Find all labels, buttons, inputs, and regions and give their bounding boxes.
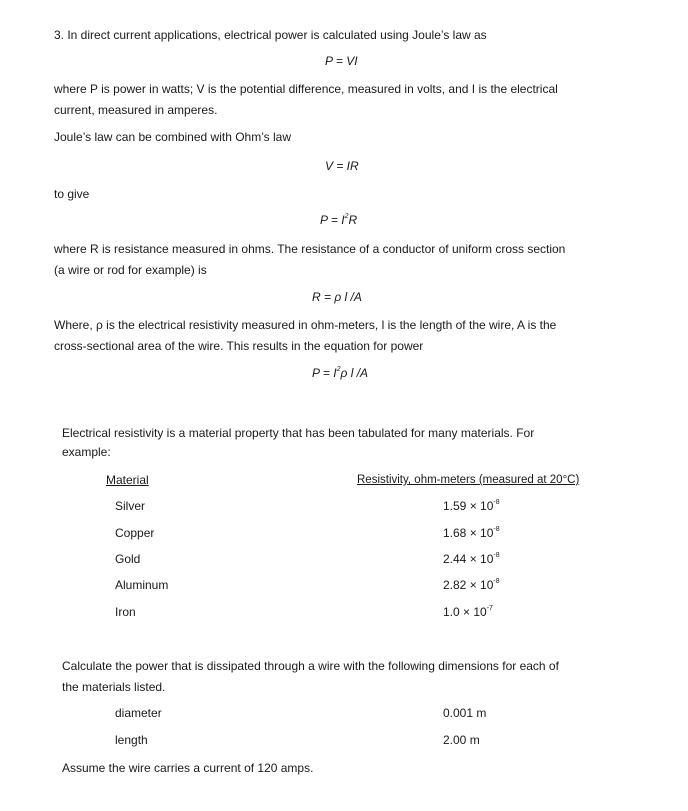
problem-intro: 3. In direct current applications, electrical power is calculated using Joule’s law as bbox=[54, 28, 487, 42]
definition-line: current, measured in amperes. bbox=[54, 103, 218, 117]
resistivity-value: $2.44 \times 10^{-8}$ bbox=[443, 552, 500, 566]
dimension-label: length bbox=[115, 733, 148, 747]
dimension-label: diameter bbox=[115, 706, 162, 720]
table-row bbox=[0, 499, 688, 517]
to-give-text: to give bbox=[54, 187, 90, 201]
definition-line: Where, ρ is the electrical resistivity measured in ohm-meters, l is the length of the wire, A is the bbox=[54, 318, 557, 332]
resistivity-intro-line: Electrical resistivity is a material property that has been tabulated for many materials. For bbox=[62, 426, 535, 440]
definition-line: where P is power in watts; V is the potential difference, measured in volts, and I is the electrical bbox=[54, 82, 558, 96]
table-row bbox=[0, 552, 688, 570]
table-row bbox=[0, 526, 688, 544]
equation-power-final: $P = I^2\rho$ l /A bbox=[312, 366, 369, 380]
equation-joule: P = VI bbox=[325, 54, 358, 68]
combine-text: Joule’s law can be combined with Ohm’s law bbox=[54, 130, 292, 144]
dimension-value: 0.001 m bbox=[443, 706, 487, 720]
equation-ohm: V = IR bbox=[325, 159, 359, 173]
dimension-value: 2.00 m bbox=[443, 733, 480, 747]
equation-power-resistance: $P = I^2R$ bbox=[320, 213, 358, 227]
resistivity-value: $1.68 \times 10^{-8}$ bbox=[443, 526, 500, 540]
dimension-row bbox=[0, 733, 688, 751]
definition-line: cross-sectional area of the wire. This results in the equation for power bbox=[54, 339, 424, 353]
material-name: Gold bbox=[115, 552, 141, 566]
resistivity-intro-line: example: bbox=[62, 445, 111, 459]
task-line: Calculate the power that is dissipated through a wire with the following dimensions for each of bbox=[62, 659, 559, 673]
task-line: the materials listed. bbox=[62, 680, 166, 694]
table-row bbox=[0, 578, 688, 596]
material-name: Aluminum bbox=[115, 578, 169, 592]
definition-line: where R is resistance measured in ohms. The resistance of a conductor of uniform cross section bbox=[54, 242, 566, 256]
material-name: Copper bbox=[115, 526, 155, 540]
assumption-text: Assume the wire carries a current of 120 amps. bbox=[62, 761, 314, 775]
resistivity-value: $2.82 \times 10^{-8}$ bbox=[443, 578, 500, 592]
table-header-material: Material bbox=[106, 473, 149, 487]
table-row bbox=[0, 605, 688, 623]
table-header-resistivity: Resistivity, ohm-meters (measured at 20°C) bbox=[357, 474, 580, 486]
dimension-row bbox=[0, 706, 688, 724]
equation-resistance: R = ρ l /A bbox=[312, 290, 362, 304]
material-name: Iron bbox=[115, 605, 136, 619]
resistivity-value: $1.59 \times 10^{-8}$ bbox=[443, 499, 500, 513]
material-name: Silver bbox=[115, 499, 146, 513]
definition-line: (a wire or rod for example) is bbox=[54, 263, 207, 277]
resistivity-value: $1.0 \times 10^{-7}$ bbox=[443, 605, 493, 619]
